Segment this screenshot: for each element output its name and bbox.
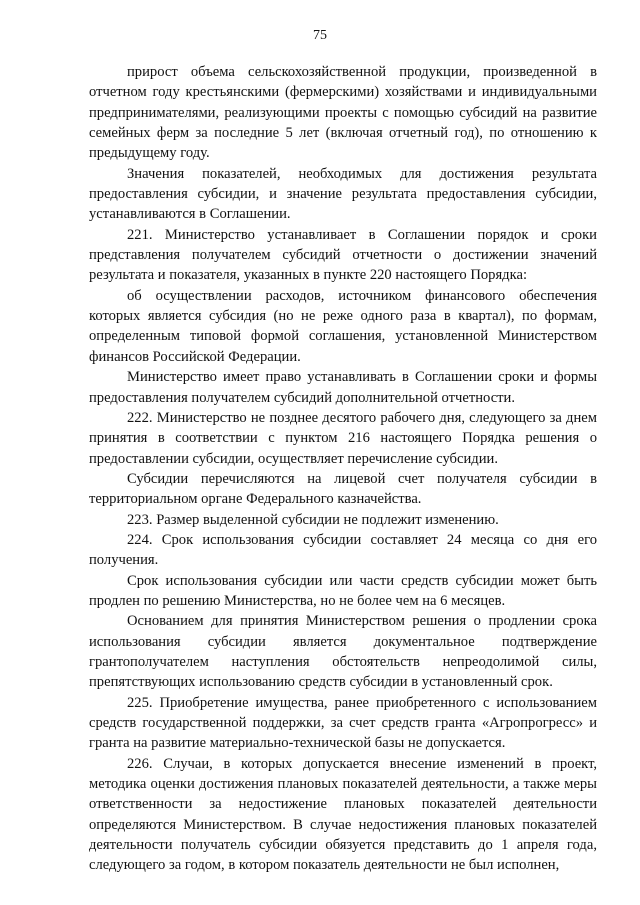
paragraph-223: 223. Размер выделенной субсидии не подлежит изменению. — [127, 511, 499, 528]
paragraph-224: 224. Срок использования субсидии составляет 24 месяца со дня его получения. — [89, 531, 597, 569]
paragraph-expense-reporting: об осуществлении расходов, источником финансового обеспечения которых является субсидия (но не реже одного раза в квартал), по формам, определенным типовой формой соглашения, установленной Министерством финансов Российской Федерации. — [89, 287, 597, 365]
paragraph-growth-indicator: прирост объема сельскохозяйственной продукции, произведенной в отчетном году крестьянскими (фермерскими) хозяйствами и индивидуальными предпринимателями, реализующими проекты с помощью субсидий на развитие семейных ферм за последние 5 лет (включая отчетный год), по отношению к предыдущему году. — [89, 64, 597, 162]
paragraph-term-extension: Срок использования субсидии или части средств субсидии может быть продлен по решению Министерства, но не более чем на 6 месяцев. — [89, 572, 597, 609]
paragraph-additional-reporting: Министерство имеет право устанавливать в Соглашении сроки и формы предоставления получателем субсидий дополнительной отчетности. — [89, 369, 597, 406]
paragraph-222: 222. Министерство не позднее десятого рабочего дня, следующего за днем принятия в соответствии с пунктом 216 настоящего Порядка решения о предоставлении субсидии, осуществляет перечисление субсидии. — [89, 409, 597, 467]
paragraph-225: 225. Приобретение имущества, ранее приобретенного с использованием средств государственной поддержки, за счет средств гранта «Агропрогресс» и гранта на развитие материально-технической базы не допускается. — [89, 694, 597, 752]
page-number: 75 — [313, 28, 327, 43]
paragraph-extension-grounds: Основанием для принятия Министерством решения о продлении срока использования субсидии является документальное подтверждение грантополучателем наступления обстоятельств непреодолимой силы, препятствующих использованию средств субсидии в установленный срок. — [89, 613, 597, 691]
paragraph-226: 226. Случаи, в которых допускается внесение изменений в проект, методика оценки достижения плановых показателей деятельности, а также меры ответственности за недостижение плановых показателей деятельности определяются Министерством. В случае недостижения плановых показателей деятельности получатель субсидии обязуется представить до 1 апреля года, следующего за годом, в котором показатель деятельности не был исполнен, — [89, 755, 597, 874]
paragraph-221: 221. Министерство устанавливает в Соглашении порядок и сроки представления получателем субсидий отчетности о достижении значений результата и показателя, указанных в пункте 220 настоящего Порядка: — [89, 226, 597, 284]
paragraph-transfer-account: Субсидии перечисляются на лицевой счет получателя субсидии в территориальном органе Федерального казначейства. — [89, 470, 597, 508]
document-body — [89, 62, 597, 876]
paragraph-indicator-values: Значения показателей, необходимых для достижения результата предоставления субсидии, и значение результата предоставления субсидии, устанавливаются в Соглашении. — [89, 165, 597, 223]
